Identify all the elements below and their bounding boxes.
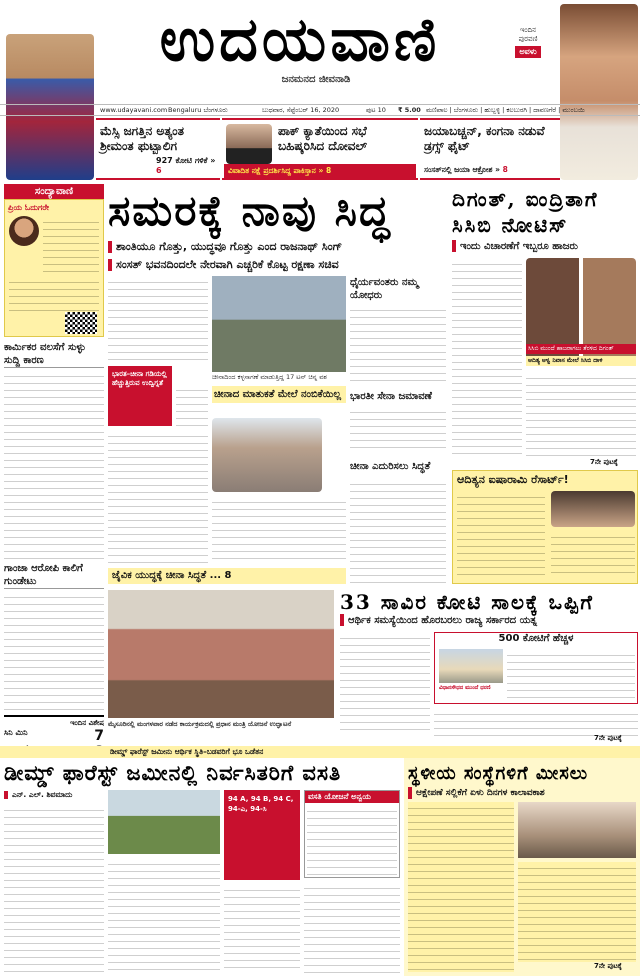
page-count: ಪುಟ 10 [366,106,386,114]
right-headline[interactable]: ದಿಗಂತ್‌, ಐಂದ್ರಿತಾಗೆ ಸಿಸಿಬಿ ನೋಟಿಸ್‌ [452,187,599,237]
supplement-badge[interactable]: ಅವಳು [515,46,540,58]
bottom-right-text-col2 [518,862,636,962]
right-page-ref[interactable]: 7ನೇ ಪುಟಕ್ಕೆ [590,458,618,466]
lead-text-col2 [108,430,208,580]
dateline-bar [0,104,640,116]
resort-text-2 [551,531,635,579]
bottom-text-col3 [224,884,300,974]
index-item[interactable]: ಸಿನಿ ಮಿನಿ 7 [4,728,104,744]
newspaper-tagline: ಜನಮನದ ಜೀವನಾಡಿ [281,74,351,85]
box-brave-soldiers[interactable]: ಧೈರ್ಯವಂತರು ನಮ್ಮ ಯೋಧರು [350,277,419,301]
kangana-photo [560,4,638,180]
resort-text-1 [457,491,545,579]
lead-subhead-1: ಶಾಂತಿಯೂ ಗೊತ್ತು, ಯುದ್ಧವೂ ಗೊತ್ತು ಎಂದ ರಾಜನಾಥ್‌ ಸಿಂಗ್‌ [108,240,448,254]
debt-box-item: ವಿಧಾನಸೌಧದ ಮುಂದೆ ಧರಣಿ [439,685,491,691]
rajnath-photo [212,418,322,492]
second-page-ref[interactable]: 7ನೇ ಪುಟಕ್ಕೆ [594,734,622,742]
issue-date: ಬುಧವಾರ, ಸೆಪ್ಟೆಂಬರ್ 16, 2020 [262,106,340,114]
right-text-col2 [526,372,636,458]
photo-label-2: ಆದಿತ್ಯ ಆಳ್ವ ನಿವಾಸ ಮೇಲೆ ಸಿಸಿಬಿ ದಾಳಿ [526,356,636,366]
housing-box-title[interactable]: ವಸತಿ ಯೋಜನೆ ಅನ್ವಯ [305,791,399,803]
bottom-right-text-col1 [408,802,514,972]
teaser-sub: ವಿವಾದಿತ ನಕ್ಷೆ ಪ್ರದರ್ಶಿಸಿದ್ದ ಪಾಕಿಸ್ತಾನ » 8 [224,164,416,178]
footer-link[interactable]: ಜೈವಿಕ ಯುದ್ಧಕ್ಕೆ ಚೀನಾ ಸಿದ್ಧತೆ ... 8 [108,568,346,584]
newspaper-title: ಉದಯವಾಣಿ [159,5,441,75]
resort-box [452,470,638,584]
right-text-col1 [452,258,522,458]
teaser-title: ಜಯಾಬಚ್ಚನ್‌, ಕಂಗನಾ ನಡುವೆ ಡ್ರಗ್ಸ್‌ ಫೈಟ್‌ [424,124,545,153]
columnist-photo [9,216,39,246]
edition-city: Bengaluru ಬೆಂಗಳೂರು [168,106,228,114]
second-headline[interactable]: 33 ಸಾವಿರ ಕೋಟಿ ಸಾಲಕ್ಕೆ ಒಪ್ಪಿಗೆ [340,590,594,614]
bottom-text-col4 [304,882,400,974]
column-title: ಸಂದ್ಯಾವಾಣಿ [4,184,104,199]
story-ganja-title[interactable]: ಗಾಂಜಾ ಆರೋಪಿ ಕಾಲಿಗೆ ಗುಂಡೇಟು [4,563,83,587]
box-china-talks[interactable]: ಚೀನಾದ ಮಾತುಕತೆ ಮೇಲೆ ನಂಬಿಕೆಯಿಲ್ಲ [212,386,346,403]
debt-box-title[interactable]: 500 ಕೋಟಿಗೆ ಹೆಚ್ಚಳ [498,633,574,644]
supplement-line2: ಪುರವಣಿ [518,35,538,43]
aircraft-photo [212,276,346,372]
second-text-col2 [434,708,638,736]
vidhana-soudha-photo [439,649,503,683]
bottom-right-headline[interactable]: ಸ್ಥಳೀಯ ಸಂಸ್ಥೆಗಳಿಗೆ ಮೀಸಲು [408,763,589,784]
voting-photo [518,802,636,858]
housing-box-text [307,805,397,875]
aditya-photo [551,491,635,527]
teaser-sub: ಸಂಸತ್‌ನಲ್ಲಿ ಜಯಾ ಆಕ್ರೋಶ » 8 [424,165,508,174]
supplement-note [498,26,558,58]
lead-text-col3 [176,384,208,428]
bottom-strap: ಡೀಮ್ಡ್‌ ಫಾರೆಸ್ಟ್‌ ಜಮೀನು ಆರ್ಥಿಕ ಸ್ಥಿತಿ–ಬಡವರಿಗೆ ಭೂ ಒಡೆತನ [0,746,640,758]
index-title: ಇಂದಿನ ವಿಶೇಷ [70,719,104,727]
debt-box-text [507,649,635,699]
resort-box-title[interactable]: ಆದಿತ್ಯನ ಐಷಾರಾಮಿ ರೆಸಾರ್ಟ್‌! [457,473,569,486]
teaser-title: ಪಾಕ್‌ ಕ್ಯಾತೆಯಿಂದ ಸಭೆ ಬಹಿಷ್ಕರಿಸಿದ ದೋವಲ್‌ [278,124,368,153]
editor-letter [4,199,104,337]
teaser-jaya[interactable] [420,118,560,180]
website-link[interactable]: www.udayavani.com [100,106,168,114]
photo-label-1: ಸಿಸಿಬಿ ಮುಂದೆ ಹಾಜರಾಗಲು ತೆರಳಿದ ದಿಗಂತ್ [526,344,636,354]
bottom-text-col1 [4,804,104,974]
masthead [0,0,640,104]
bottom-right-subhead: ಆಕ್ಷೇಪಣೆ ಸಲ್ಲಿಕೆಗೆ ಏಳು ದಿನಗಳ ಕಾಲಾವಕಾಶ [408,786,638,800]
lead-text-col1 [108,276,208,364]
story-ganja-text [4,591,104,711]
box-brave-text [350,304,446,384]
teaser-messi[interactable] [96,118,220,180]
stats-box: 94 A, 94 B, 94 C, 94-ಎ, 94-ಸಿ [224,790,300,880]
army-buildup-text [350,406,446,454]
bottom-text-col2 [108,858,220,974]
right-subhead: ಇಂದು ವಿಚಾರಣೆಗೆ ಇಬ್ಬರೂ ಹಾಜರು [452,240,638,254]
letter-text-2 [9,276,99,312]
teaser-title: ಮೆಸ್ಸಿ ಜಗತ್ತಿನ ಅತ್ಯಂತ ಶ್ರೀಮಂತ ಫ‌ುಟ್ಬಾಲಿಗ [100,124,184,153]
letter-title: ಪ್ರಿಯ ಓದುಗರೇ [8,203,50,212]
byline: ಎನ್‌. ಎಲ್‌. ಶಿವಮಾದು [4,790,104,800]
china-talks-text [212,496,346,562]
teaser-doval[interactable] [222,118,418,180]
box-army-buildup[interactable]: ಭಾರತೀ ಸೇನಾ ಜಮಾವಣೆ [350,391,432,402]
highlight-box: ಭಾರತ–ಚೀನಾ ಗಡಿಯಲ್ಲಿ ಹೆಚ್ಚುತ್ತಿರುವ ಉದ್ವಿಗ್ನತೆ [108,366,172,426]
cover-price: ₹ 5.00 [398,106,421,114]
edition-list: ಮಣಿಪಾಲ | ಬೆಂಗಳೂರು | ಹುಬ್ಬಳ್ಳಿ | ಕಲಬುರಗಿ | ದಾವಣಗೆರೆ | ಮುಂಬಯಿ [426,106,585,114]
story-migrants-title[interactable]: ಕಾರ್ಮಿಕರ ವಲಸೆಗೆ ಸುಳ್ಳು ಸುದ್ದಿ ಕಾರಣ [4,342,86,366]
story-migrants-text [4,370,104,560]
bottom-page-ref[interactable]: 7ನೇ ಪುಟಕ್ಕೆ [594,962,622,970]
debt-box [434,632,638,704]
doval-photo [226,124,272,164]
china-ready-text [350,478,446,584]
lead-headline[interactable]: ಸಮರಕ್ಕೆ ನಾವು ಸಿದ್ಧ [108,186,392,235]
supplement-line1: ಇಂದಿನ [519,26,537,34]
second-text-col1 [340,632,430,732]
box-china-ready[interactable]: ಚೀನಾ ಎದುರಿಸಲು ಸಿದ್ಧತೆ [350,461,431,472]
forest-photo [108,790,220,854]
event-photo-caption: ಮೈಸೂರಿನಲ್ಲಿ ಮಂಗಳವಾರ ನಡೆದ ಕಾರ್ಯಕ್ರಮದಲ್ಲಿ ಪ್ರಧಾನ ಮಂತ್ರಿ ಯೋಜನೆ ಉದ್ಘಾಟನೆ [108,720,292,728]
teaser-sub: 927 ಕೋಟಿ ಗಳಿಕೆ » 6 [156,156,216,175]
second-subhead: ಆರ್ಥಿಕ ಸಮಸ್ಯೆಯಿಂದ ಹೊರಬರಲು ರಾಜ್ಯ ಸರ್ಕಾರದ ಯತ್ನ [340,614,638,628]
lead-subhead-2: ಸಂಸತ್‌ ಭವನದಿಂದಲೇ ನೇರವಾಗಿ ಎಚ್ಚರಿಕೆ ಕೊಟ್ಟ ರಕ್ಷಣಾ ಸಚಿವ [108,258,448,272]
left-sidebar [4,184,104,784]
photo-caption: ಚೀನಾದಿಂದ ಕಳ್ಳಸಾಗಣೆ ಮಾಡುತ್ತಿದ್ದ 17 ಟನ್ ಚಿನ್ನ ವಶ [212,373,327,381]
letter-text [43,216,99,272]
event-photo [108,590,334,718]
housing-box [304,790,400,878]
bottom-left-headline[interactable]: ಡೀಮ್ಡ್‌ ಫಾರೆಸ್ಟ್‌ ಜಮೀನಲ್ಲಿ ನಿರ್ವಸಿತರಿಗೆ ವಸತಿ [4,760,342,785]
qr-code-icon[interactable] [65,312,97,334]
